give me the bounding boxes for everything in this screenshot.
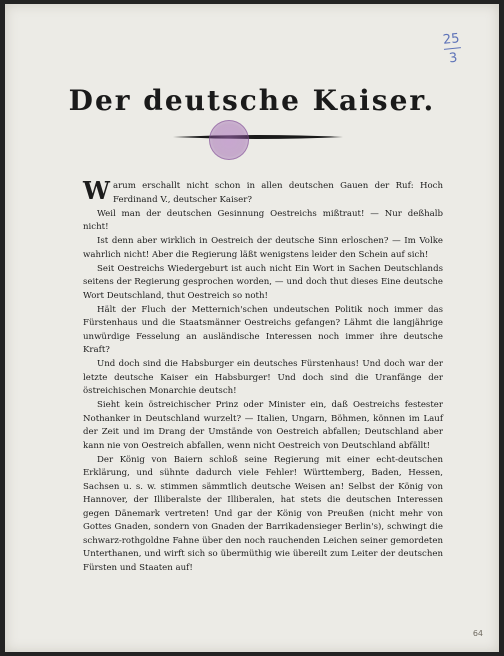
paragraph-2: Weil man der deutschen Gesinnung Oestreichs mißtraut! — Nur deßhalb nicht!	[83, 208, 443, 232]
paragraph-7: Sieht kein östreichischer Prinz oder Minister ein, daß Oestreichs festester Nothanker in Deutschland wurzelt? — Italien, Ungarn, Böhmen, können im Lauf der Zeit und im Drang der Umstände von Oestreich abfallen; Deutschland aber kann nie von Oestreich abfallen, wenn nicht Oestreich von Deutschland abfällt!	[83, 400, 443, 451]
paragraph-5: Hält der Fluch der Metternich'schen undeutschen Politik noch immer das Fürstenhaus und die Staatsmänner Oestreichs gefangen? Lähmt die langjährige unwürdige Fesselung an ausländische Interessen noch immer ihre deutsche Kraft?	[83, 304, 443, 355]
drop-cap: W	[83, 176, 110, 205]
paragraph-1-text: arum erschallt nicht schon in allen deutschen Gauen der Ruf: Hoch Ferdinand V., deutscher Kaiser?	[112, 181, 443, 205]
document-title: Der deutsche Kaiser.	[68, 84, 436, 117]
pencil-corner-number: 64	[472, 629, 483, 638]
pencil-archive-number	[443, 31, 463, 67]
paragraph-8: Der König von Baiern schloß seine Regierung mit einer echt-deutschen Erklärung, und sühnte dadurch viele Fehler! Württemberg, Baden, Hessen, Sachsen u. s. w. stimmen sämmtlich deutsche Weisen an! Selbst der König von Hannover, der Illiberalste der Illiberalen, hat stets die deutschen Interessen gegen Dänemark vertreten! Und gar der König von Preußen (nicht mehr von Gottes Gnaden, sondern von Gnaden der Barrikadensieger Berlin's), schwingt die schwarz-rothgoldne Fahne über den noch rauchenden Leichen seiner gemordeten Unterthanen, und wirft sich so übermüthig wie übereilt zum Leiter der deutschen Fürsten und Staaten auf!	[83, 454, 443, 573]
pencil-number-bottom: 3	[448, 50, 459, 67]
paragraph-4: Seit Oestreichs Wiedergeburt ist auch nicht Ein Wort in Sachen Deutschlands seitens der Regierung gesprochen worden, — und doch thut dieses Eine deutsche Wort Deutschland, thut Oestreich so noth!	[83, 263, 443, 301]
pencil-number-top: 25	[442, 31, 461, 48]
paragraph-6: Und doch sind die Habsburger ein deutsches Fürstenhaus! Und doch war der letzte deutsche Kaiser ein Habsburger! Und doch sind die Uranfänge der östreichischen Monarchie deutsch!	[83, 359, 443, 396]
library-stamp	[209, 120, 249, 160]
paragraph-1	[83, 176, 443, 207]
document-body	[83, 176, 443, 576]
title-ornament-rule	[173, 134, 343, 140]
paragraph-3: Ist denn aber wirklich in Oestreich der deutsche Sinn erloschen? — Im Volke wahrlich nicht! Aber die Regierung läßt wenigstens leider den Schein auf sich!	[83, 236, 443, 260]
document-page	[5, 4, 499, 652]
